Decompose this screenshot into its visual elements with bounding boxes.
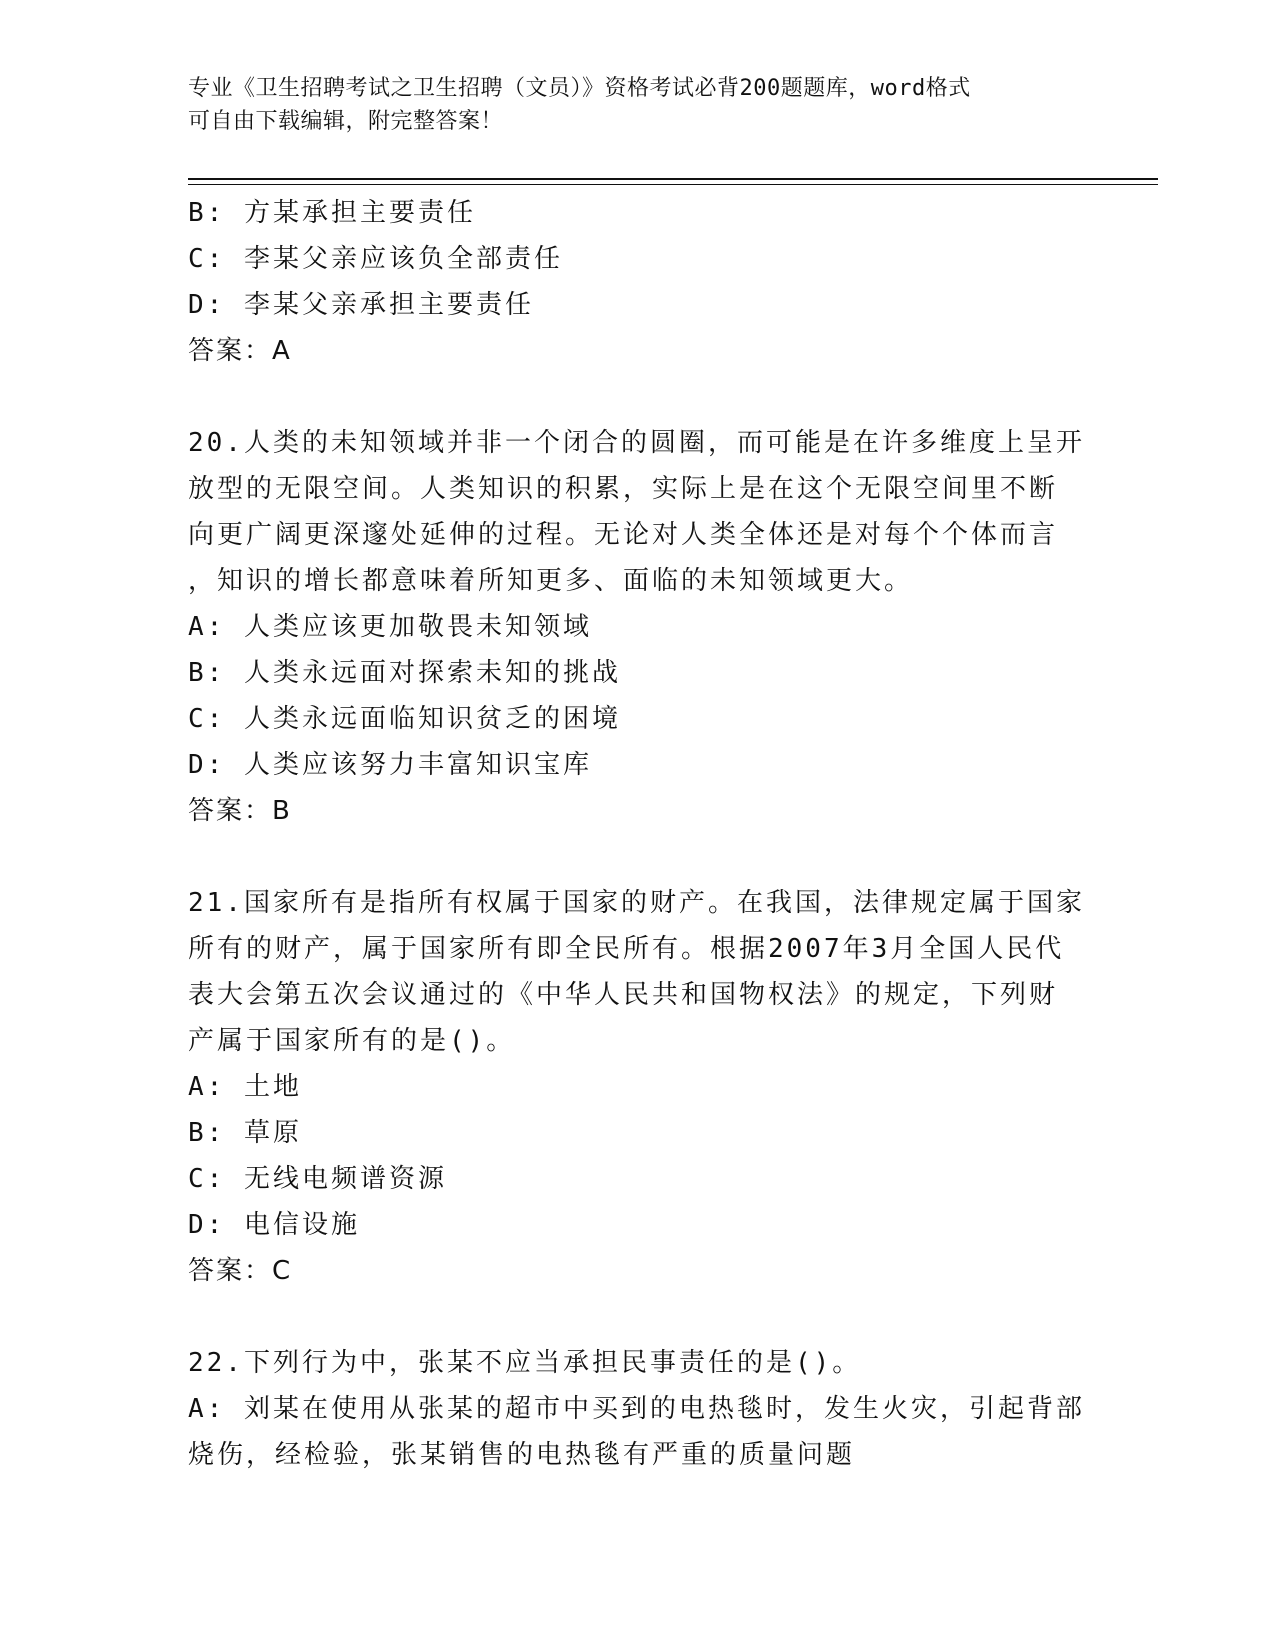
stem-line: 21.国家所有是指所有权属于国家的财产。在我国，法律规定属于国家 (188, 888, 1085, 918)
stem-line: 向更广阔更深邃处延伸的过程。无论对人类全体还是对每个个体而言 (188, 520, 1059, 550)
stem-line: 放型的无限空间。人类知识的积累，实际上是在这个无限空间里不断 (188, 474, 1059, 504)
option-b: B: 人类永远面对探索未知的挑战 (188, 658, 621, 688)
stem-line: 22.下列行为中，张某不应当承担民事责任的是()。 (188, 1348, 862, 1378)
option-c: C: 人类永远面临知识贫乏的困境 (188, 704, 621, 734)
header-line-2: 可自由下载编辑，附完整答案！ (188, 109, 504, 134)
question-stem (188, 420, 1088, 604)
header-line-1: 专业《卫生招聘考试之卫生招聘（文员）》资格考试必背200题题库，word格式 (188, 76, 971, 101)
option-c: C: 无线电频谱资源 (188, 1164, 447, 1194)
question-22 (188, 1340, 1088, 1478)
question-stem (188, 880, 1088, 1064)
option-a: A: 刘某在使用从张某的超市中买到的电热毯时，发生火灾，引起背部 (188, 1394, 1085, 1424)
option-d: D: 人类应该努力丰富知识宝库 (188, 750, 592, 780)
option-c: C: 李某父亲应该负全部责任 (188, 244, 563, 274)
question-stem (188, 1340, 1088, 1386)
option-a: A: 人类应该更加敬畏未知领域 (188, 612, 592, 642)
answer-line: 答案：A (188, 336, 292, 366)
stem-line: 产属于国家所有的是()。 (188, 1026, 516, 1056)
document-header (188, 72, 1068, 138)
stem-line: ，知识的增长都意味着所知更多、面临的未知领域更大。 (188, 566, 914, 596)
option-a-continued: 烧伤，经检验，张某销售的电热毯有严重的质量问题 (188, 1440, 856, 1470)
option-d: D: 电信设施 (188, 1210, 360, 1240)
document-body (188, 190, 1088, 1478)
option-b: B: 方某承担主要责任 (188, 198, 476, 228)
question-21 (188, 880, 1088, 1294)
option-b: B: 草原 (188, 1118, 302, 1148)
stem-line: 20.人类的未知领域并非一个闭合的圆圈，而可能是在许多维度上呈开 (188, 428, 1085, 458)
stem-line: 表大会第五次会议通过的《中华人民共和国物权法》的规定，下列财 (188, 980, 1059, 1010)
answer-line: 答案：B (188, 796, 292, 826)
option-d: D: 李某父亲承担主要责任 (188, 290, 534, 320)
stem-line: 所有的财产，属于国家所有即全民所有。根据2007年3月全国人民代 (188, 934, 1065, 964)
header-rule-thin (188, 184, 1158, 185)
question-20 (188, 420, 1088, 834)
prev-question-tail (188, 190, 1088, 374)
answer-line: 答案：C (188, 1256, 293, 1286)
option-a: A: 土地 (188, 1072, 302, 1102)
header-rule-thick (188, 178, 1158, 180)
